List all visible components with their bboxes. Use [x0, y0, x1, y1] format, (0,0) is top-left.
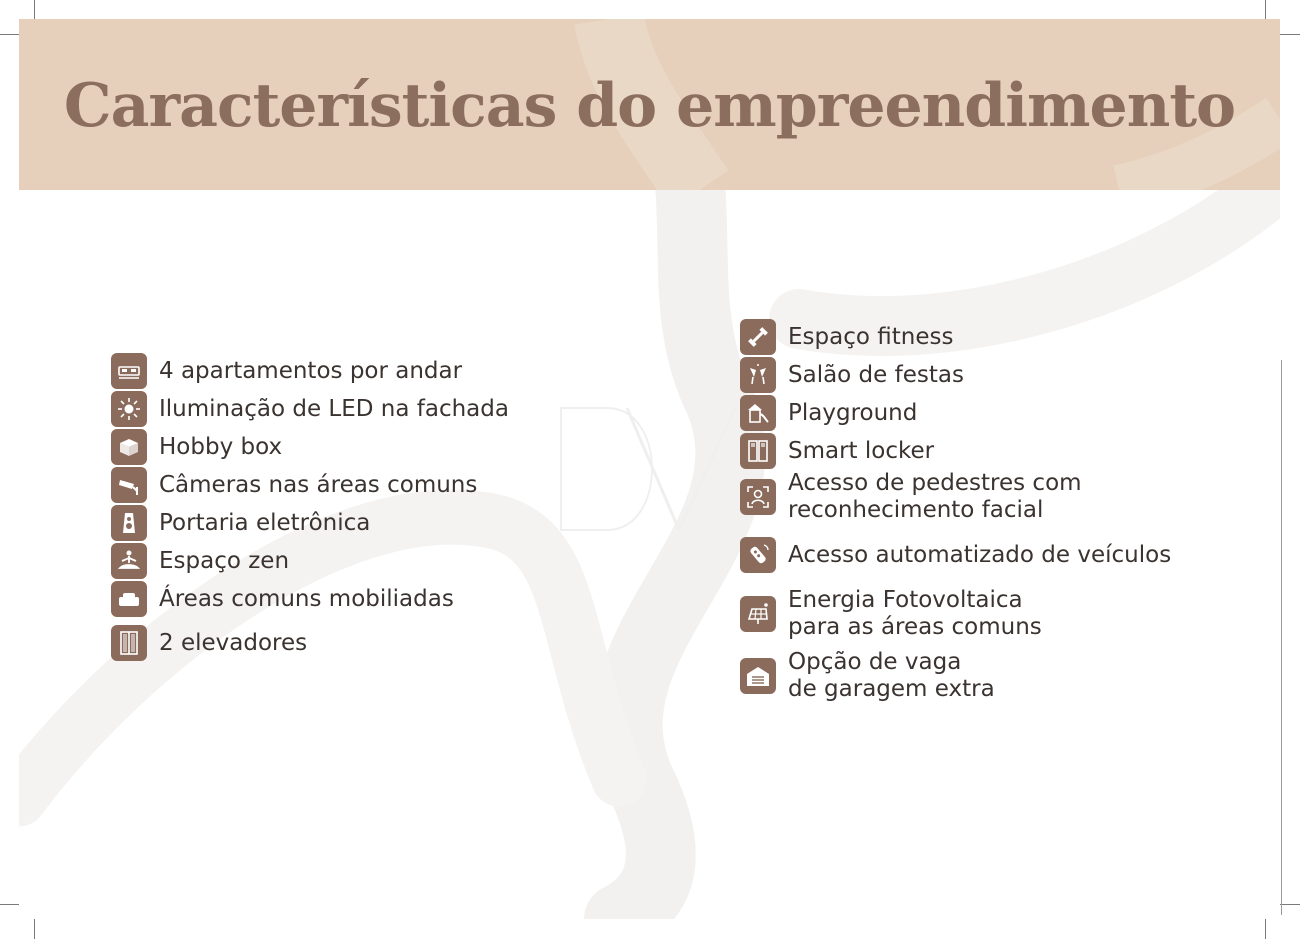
feature-label: Acesso automatizado de veículos — [788, 541, 1172, 568]
feature-label: Salão de festas — [788, 361, 964, 388]
toast-icon — [740, 357, 776, 393]
feature-label: 4 apartamentos por andar — [159, 357, 463, 384]
playground-icon — [740, 395, 776, 431]
feature-label-line1: Energia Fotovoltaica — [788, 587, 1023, 613]
feature-label-line2: de garagem extra — [788, 676, 995, 702]
feature-item — [740, 649, 995, 703]
feature-item — [111, 543, 289, 579]
locker-icon — [740, 433, 776, 469]
fold-line — [1281, 360, 1282, 915]
feature-label: Iluminação de LED na fachada — [159, 395, 509, 422]
box-icon — [111, 429, 147, 465]
feature-label: Espaço fitness — [788, 323, 954, 350]
garage-icon — [740, 658, 776, 694]
feature-item — [111, 467, 477, 503]
solar-panel-icon — [740, 596, 776, 632]
feature-item — [111, 625, 307, 661]
feature-label: Smart locker — [788, 437, 935, 464]
feature-label: Espaço zen — [159, 547, 290, 574]
remote-control-icon — [740, 537, 776, 573]
feature-label: Playground — [788, 399, 918, 426]
led-light-icon — [111, 391, 147, 427]
feature-label: Portaria eletrônica — [159, 509, 371, 536]
face-recognition-icon — [740, 479, 776, 515]
crop-mark — [34, 917, 35, 939]
feature-item — [740, 433, 934, 469]
feature-label-line2: reconhecimento facial — [788, 497, 1044, 523]
feature-item — [111, 581, 454, 617]
dv-watermark-logo — [557, 404, 747, 534]
bed-icon — [111, 353, 147, 389]
feature-item — [740, 587, 1042, 641]
elevator-icon — [111, 625, 147, 661]
feature-label-line1: Opção de vaga — [788, 649, 962, 675]
feature-item — [740, 395, 917, 431]
security-camera-icon — [111, 467, 147, 503]
crop-mark — [1265, 917, 1266, 939]
feature-label-line2: para as áreas comuns — [788, 614, 1042, 640]
feature-label-line1: Acesso de pedestres com — [788, 470, 1082, 496]
feature-item — [111, 353, 462, 389]
crop-mark — [1278, 34, 1300, 35]
feature-label-multiline — [788, 470, 1082, 524]
feature-item — [740, 537, 1171, 573]
armchair-icon — [111, 581, 147, 617]
feature-item — [740, 357, 964, 393]
feature-item — [740, 319, 953, 355]
title-banner — [19, 19, 1280, 190]
feature-label: Áreas comuns mobiliadas — [159, 585, 454, 612]
feature-item — [111, 391, 509, 427]
feature-label-multiline — [788, 649, 995, 703]
feature-label: Câmeras nas áreas comuns — [159, 471, 478, 498]
intercom-icon — [111, 505, 147, 541]
feature-label: 2 elevadores — [159, 629, 308, 656]
feature-label: Hobby box — [159, 433, 283, 460]
feature-item — [111, 505, 370, 541]
brochure-page — [19, 19, 1280, 919]
dumbbell-icon — [740, 319, 776, 355]
feature-item — [111, 429, 282, 465]
meditation-icon — [111, 543, 147, 579]
page-title: Características do empreendimento — [63, 71, 1236, 141]
feature-label-multiline — [788, 587, 1042, 641]
feature-item — [740, 470, 1082, 524]
